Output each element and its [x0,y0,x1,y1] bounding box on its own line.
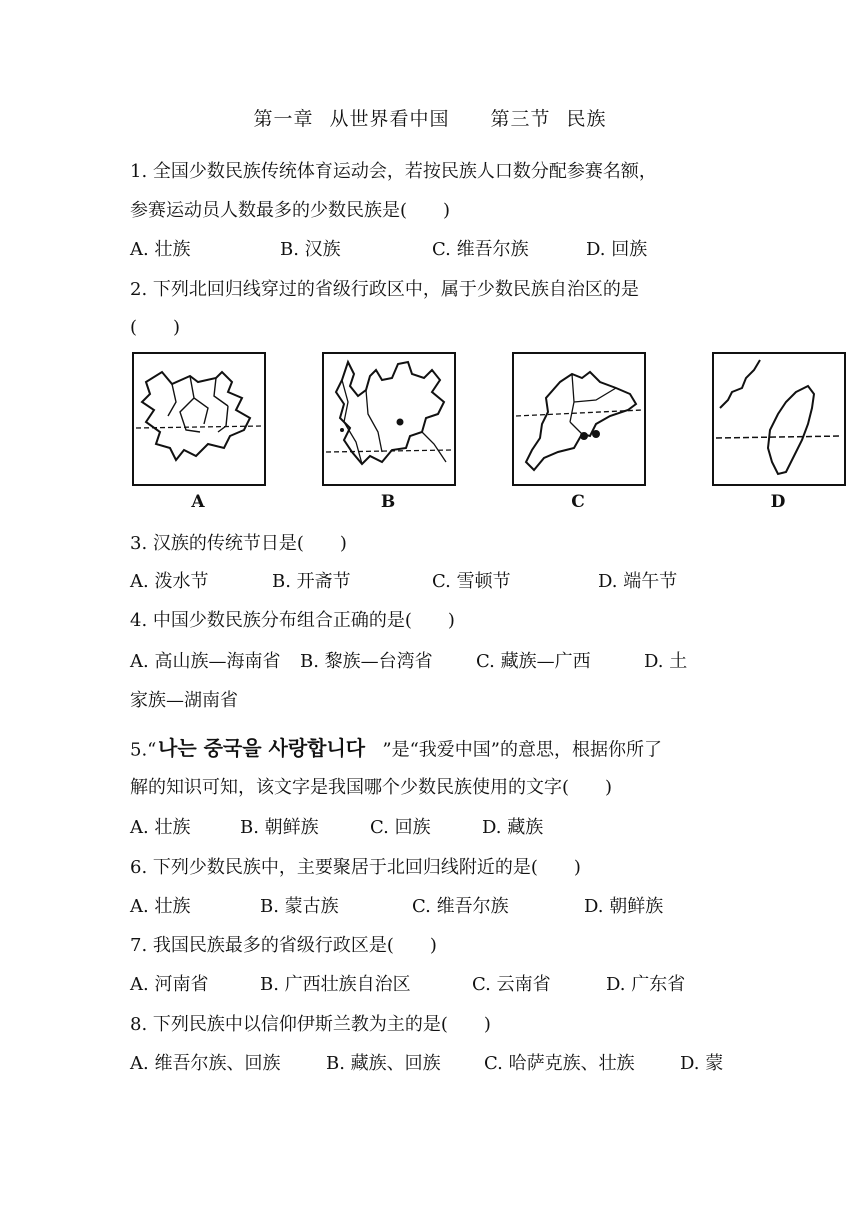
map-d-label: D [770,492,786,512]
map-c-label: C [571,492,585,512]
q4-option-d[interactable]: D. 土 [644,651,688,672]
q3-line-1: 3. 汉族的传统节日是( ) [130,533,347,554]
q3-options [130,570,677,594]
section-name: 民族 [566,108,607,130]
q6-option-a[interactable]: A. 壮族 [130,896,191,917]
q7-option-d[interactable]: D. 广东省 [606,974,686,995]
q5-option-b[interactable]: B. 朝鲜族 [240,817,319,838]
q4-line-1: 4. 中国少数民族分布组合正确的是( ) [130,610,455,631]
q6-option-b[interactable]: B. 蒙古族 [260,896,339,917]
q5-option-c[interactable]: C. 回族 [370,817,431,838]
map-a-figure [132,352,266,488]
q7-option-c[interactable]: C. 云南省 [472,974,551,995]
korean-calligraphy-image [156,732,382,762]
q1-option-d[interactable]: D. 回族 [586,239,648,260]
q5-options [130,816,543,840]
q7-line-1: 7. 我国民族最多的省级行政区是( ) [130,935,437,956]
q4-option-a[interactable]: A. 高山族—海南省 [130,651,281,672]
q4-option-c[interactable]: C. 藏族—广西 [476,651,591,672]
q3-option-c[interactable]: C. 雪顿节 [432,571,511,592]
q5-suffix: ”是“我爱中国”的意思，根据你所了 [382,739,662,761]
q5-prefix: 5.“ [130,739,157,761]
q1-option-a[interactable]: A. 壮族 [130,239,191,260]
q1-option-b[interactable]: B. 汉族 [280,239,341,260]
q1-line-2: 参赛运动员人数最多的少数民族是( ) [130,200,451,221]
map-a[interactable] [132,352,266,512]
q6-line-1: 6. 下列少数民族中，主要聚居于北回归线附近的是( ) [130,857,581,878]
q8-option-c[interactable]: C. 哈萨克族、壮族 [484,1053,635,1074]
q1-line-1: 1. 全国少数民族传统体育运动会，若按民族人口数分配参赛名额， [130,161,657,182]
map-a-label: A [191,492,205,512]
q2-line-2: ( ) [130,317,181,338]
map-d[interactable] [712,352,846,512]
map-b-figure [322,352,456,488]
q5-option-d[interactable]: D. 藏族 [482,817,544,838]
q8-option-d[interactable]: D. 蒙 [680,1053,724,1074]
q8-line-1: 8. 下列民族中以信仰伊斯兰教为主的是( ) [130,1014,491,1035]
q1-option-c[interactable]: C. 维吾尔族 [432,239,529,260]
q7-option-a[interactable]: A. 河南省 [130,974,209,995]
map-options [130,352,850,517]
q1-options [130,238,647,262]
map-b-label: B [380,492,396,512]
q4-option-b[interactable]: B. 黎族—台湾省 [300,651,433,672]
q6-option-d[interactable]: D. 朝鲜族 [584,896,664,917]
q5-line-2: 解的知识可知，该文字是我国哪个少数民族使用的文字( ) [130,777,613,798]
q7-option-b[interactable]: B. 广西壮族自治区 [260,974,411,995]
q6-option-c[interactable]: C. 维吾尔族 [412,896,509,917]
map-c[interactable] [512,352,646,512]
q3-option-d[interactable]: D. 端午节 [598,571,678,592]
q7-options [130,973,685,997]
map-c-figure [512,352,646,488]
q6-options [130,895,663,919]
map-d-figure [712,352,846,488]
q5-line-1 [130,732,662,769]
korean-calligraphy [156,732,382,769]
korean-text: 나는 중국을 사랑합니다 [158,736,366,760]
section-number: 第三节 [490,108,551,130]
q8-options [130,1052,723,1076]
map-b[interactable] [322,352,456,512]
q3-option-a[interactable]: A. 泼水节 [130,571,209,592]
q2-line-1: 2. 下列北回归线穿过的省级行政区中，属于少数民族自治区的是 [130,279,639,300]
q8-option-a[interactable]: A. 维吾尔族、回族 [130,1053,281,1074]
q3-option-b[interactable]: B. 开斋节 [272,571,351,592]
q5-option-a[interactable]: A. 壮族 [130,817,191,838]
q4-options [130,650,687,674]
q8-option-b[interactable]: B. 藏族、回族 [326,1053,441,1074]
chapter-name: 从世界看中国 [329,108,450,130]
chapter-number: 第一章 [253,108,314,130]
page-title [0,104,860,131]
q4-continuation: 家族—湖南省 [130,690,238,711]
